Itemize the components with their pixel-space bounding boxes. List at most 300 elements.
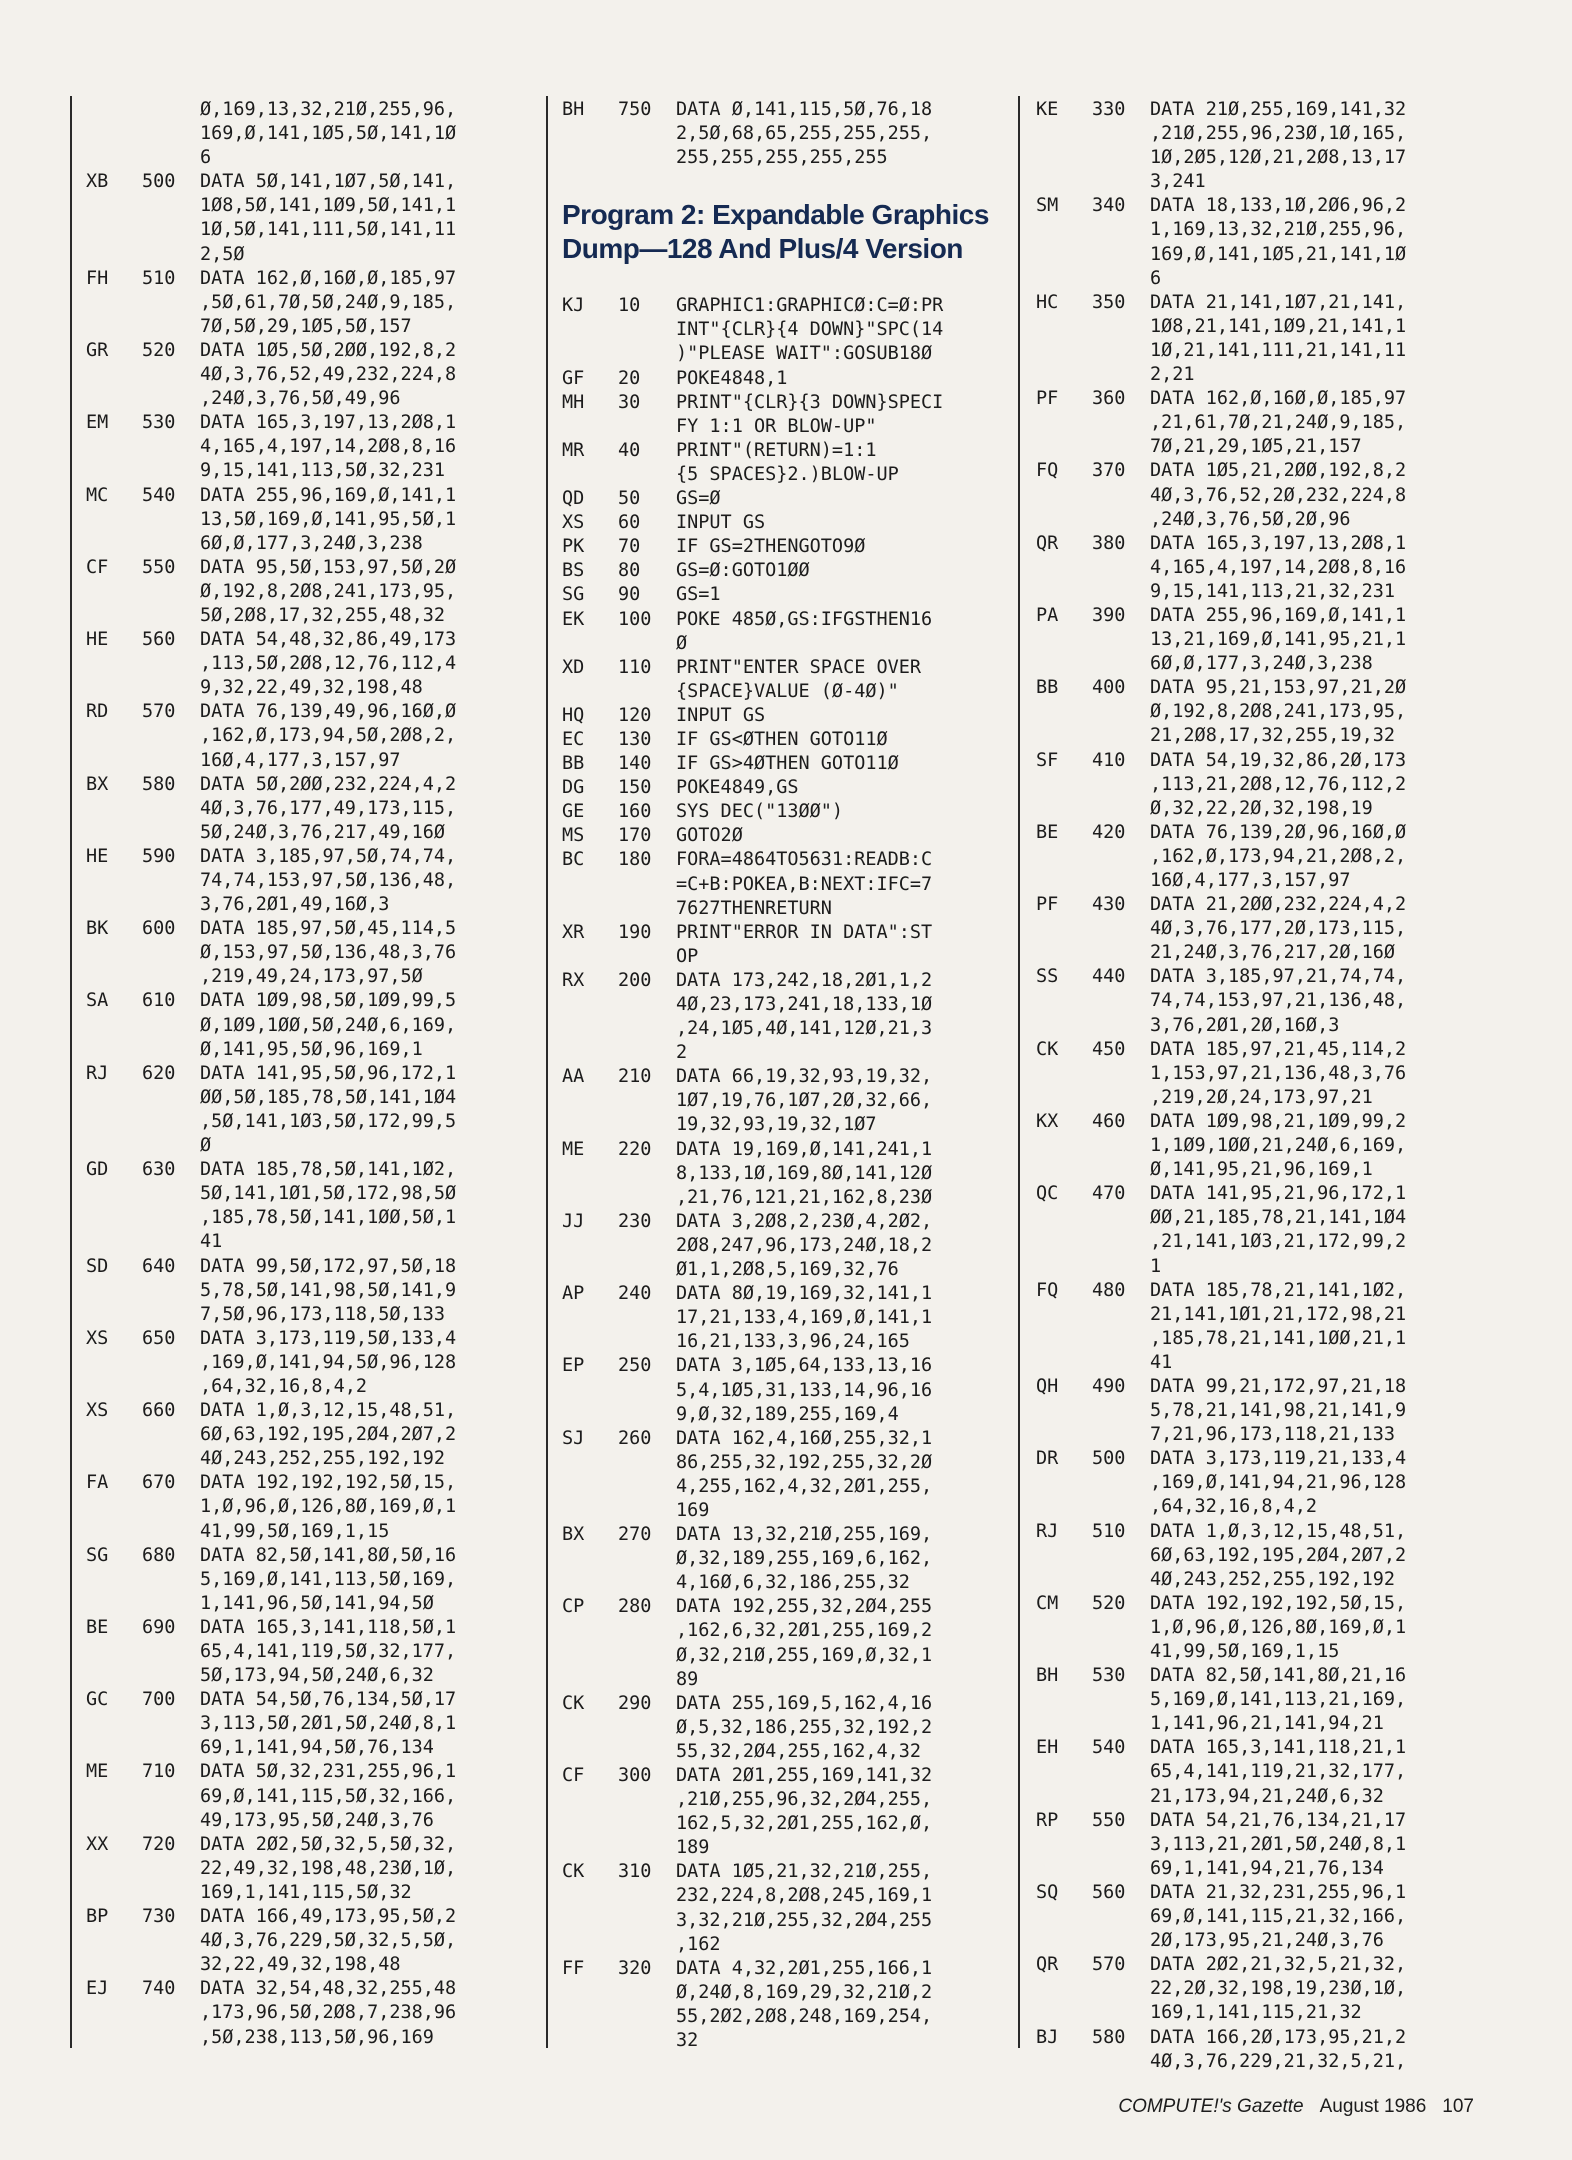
- checksum: [86, 1785, 142, 1809]
- code-text: 19,32,93,19,32,1Ø7: [676, 1114, 877, 1136]
- listing-line: [1036, 821, 1476, 845]
- line-number: 100: [618, 608, 652, 630]
- line-number: [1092, 1158, 1150, 1182]
- code-text: DATA 255,96,169,Ø,141,1: [1150, 604, 1407, 626]
- checksum: [1036, 1327, 1092, 1351]
- code-text: ,162,Ø,173,94,5Ø,2Ø8,2,: [200, 725, 457, 747]
- line-number: [1092, 363, 1150, 387]
- checksum: [562, 680, 618, 704]
- listing-line: [1036, 845, 1476, 869]
- code-text: 1Ø,21,141,111,21,141,11: [1150, 339, 1407, 361]
- code-text: 2Ø8,247,96,173,24Ø,18,2: [676, 1234, 933, 1256]
- line-number: [1092, 700, 1150, 724]
- listing-line: [86, 1544, 546, 1568]
- line-number: 370: [1092, 460, 1126, 482]
- line-number: [618, 342, 676, 366]
- line-number: 680: [142, 1544, 176, 1566]
- line-number: [142, 1423, 200, 1447]
- code-text: 1,141,96,5Ø,141,94,5Ø: [200, 1592, 434, 1614]
- checksum: AP: [562, 1283, 585, 1305]
- line-number: [1092, 1351, 1150, 1375]
- line-number: 580: [142, 773, 176, 795]
- checksum: BX: [562, 1524, 585, 1546]
- checksum: FQ: [1036, 460, 1059, 482]
- listing-line: [562, 583, 1012, 607]
- listing-line: [86, 411, 546, 435]
- checksum: BH: [562, 99, 585, 120]
- line-number: [618, 897, 676, 921]
- code-text: ,162,Ø,173,94,21,2Ø8,2,: [1150, 845, 1407, 867]
- checksum: [86, 1086, 142, 1110]
- listing-line: [562, 752, 1012, 776]
- line-number: [142, 2026, 200, 2050]
- checksum: [1036, 1833, 1092, 1857]
- listing-line: [562, 1234, 1012, 1258]
- code-text: ,5Ø,141,1Ø3,5Ø,172,99,5: [200, 1110, 457, 1132]
- code-text: Ø,32,21Ø,255,169,Ø,32,1: [676, 1644, 933, 1666]
- checksum: [562, 1258, 618, 1282]
- checksum: [86, 291, 142, 315]
- code-text: 86,255,32,192,255,32,2Ø: [676, 1451, 933, 1473]
- listing-line: [562, 1523, 1012, 1547]
- listing-line: [1036, 1399, 1476, 1423]
- listing-line: [86, 1182, 546, 1206]
- code-text: ,185,78,21,141,1ØØ,21,1: [1150, 1327, 1407, 1349]
- checksum: XD: [562, 656, 585, 678]
- code-text: 4Ø,3,76,229,5Ø,32,5,5Ø,: [200, 1930, 457, 1952]
- code-text: 16Ø,4,177,3,157,97: [200, 749, 401, 771]
- listing-line: [86, 1471, 546, 1495]
- listing-line: [562, 1017, 1012, 1041]
- checksum: [86, 508, 142, 532]
- listing-line: [562, 439, 1012, 463]
- code-text: ,24Ø,3,76,5Ø,2Ø,96: [1150, 508, 1351, 530]
- line-number: 400: [1092, 677, 1126, 699]
- listing-line: [562, 1354, 1012, 1378]
- line-number: [618, 463, 676, 487]
- line-number: 300: [618, 1765, 652, 1786]
- listing-line: [562, 1692, 1012, 1716]
- line-number: [1092, 411, 1150, 435]
- line-number: 710: [142, 1761, 176, 1783]
- listing-line: [562, 704, 1012, 728]
- checksum: [86, 580, 142, 604]
- code-text: 4Ø,243,252,255,192,192: [1150, 1568, 1396, 1590]
- line-number: [618, 1619, 676, 1643]
- checksum: [86, 869, 142, 893]
- line-number: [142, 1038, 200, 1062]
- line-number: [142, 1495, 200, 1519]
- line-number: [618, 1788, 676, 1812]
- listing-line: [86, 1303, 546, 1327]
- checksum: CF: [86, 556, 109, 578]
- line-number: [142, 2001, 200, 2025]
- listing-line: [86, 652, 546, 676]
- line-number: 110: [618, 656, 652, 678]
- line-number: [142, 1182, 200, 1206]
- checksum: [1036, 1857, 1092, 1881]
- checksum: [562, 1619, 618, 1643]
- line-number: [142, 941, 200, 965]
- checksum: [86, 363, 142, 387]
- checksum: [1036, 1688, 1092, 1712]
- line-number: 660: [142, 1400, 176, 1422]
- code-text: INPUT GS: [676, 704, 766, 726]
- line-number: [142, 122, 200, 146]
- checksum: [1036, 1471, 1092, 1495]
- code-text: 16,21,133,3,96,24,165: [676, 1331, 910, 1353]
- code-text: DATA 162,4,16Ø,255,32,1: [676, 1427, 933, 1449]
- code-text: DATA 5Ø,32,231,255,96,1: [200, 1761, 457, 1783]
- line-number: 430: [1092, 894, 1126, 916]
- code-text: ,21,76,121,21,162,8,23Ø: [676, 1186, 933, 1208]
- listing-line: [562, 511, 1012, 535]
- checksum: [562, 1306, 618, 1330]
- listing-column-1: [86, 98, 546, 2050]
- line-number: [1092, 869, 1150, 893]
- line-number: [142, 315, 200, 339]
- line-number: 310: [618, 1861, 652, 1883]
- listing-line: [86, 1760, 546, 1784]
- checksum: [1036, 797, 1092, 821]
- code-text: DATA 1Ø9,98,21,1Ø9,99,2: [1150, 1110, 1407, 1132]
- code-text: DATA 54,19,32,86,2Ø,173: [1150, 749, 1407, 771]
- checksum: [1036, 411, 1092, 435]
- checksum: [86, 1038, 142, 1062]
- code-text: DATA 82,5Ø,141,8Ø,5Ø,16: [200, 1544, 457, 1566]
- code-text: DATA 141,95,21,96,172,1: [1150, 1183, 1407, 1205]
- line-number: [618, 415, 676, 439]
- checksum: [86, 459, 142, 483]
- listing-line: [562, 1595, 1012, 1619]
- listing-line: [86, 1255, 546, 1279]
- footer-page-number: 107: [1442, 2096, 1474, 2117]
- checksum: KE: [1036, 99, 1059, 120]
- listing-line: [1036, 1592, 1476, 1616]
- code-text: 169,Ø,141,1Ø5,21,141,1Ø: [1150, 243, 1407, 265]
- checksum: XB: [86, 171, 109, 193]
- line-number: 240: [618, 1283, 652, 1305]
- checksum: [86, 1303, 142, 1327]
- code-text: 4Ø,3,76,229,21,32,5,21,: [1150, 2050, 1407, 2072]
- line-number: [618, 1379, 676, 1403]
- listing-line: [562, 632, 1012, 656]
- code-text: DATA 165,3,141,118,21,1: [1150, 1737, 1407, 1759]
- checksum: SM: [1036, 195, 1059, 217]
- listing-line: [86, 797, 546, 821]
- checksum: GF: [562, 367, 585, 389]
- code-text: 3,76,2Ø1,2Ø,16Ø,3: [1150, 1014, 1340, 1036]
- line-number: 10: [618, 295, 641, 317]
- code-text: DATA 54,21,76,134,21,17: [1150, 1809, 1407, 1831]
- code-text: DATA 166,2Ø,173,95,21,2: [1150, 2026, 1407, 2048]
- code-text: DATA 21,2ØØ,232,224,4,2: [1150, 894, 1407, 916]
- code-text: DATA 3,185,97,21,74,74,: [1150, 966, 1407, 988]
- line-number: [1092, 1833, 1150, 1857]
- listing-line: [86, 170, 546, 194]
- code-text: Ø,1Ø9,1ØØ,5Ø,24Ø,6,169,: [200, 1014, 457, 1036]
- line-number: [1092, 1544, 1150, 1568]
- line-number: [618, 1571, 676, 1595]
- checksum: [562, 1836, 618, 1860]
- line-number: 620: [142, 1062, 176, 1084]
- checksum: [1036, 122, 1092, 146]
- code-text: GS=Ø:GOTO1ØØ: [676, 560, 810, 582]
- checksum: [1036, 773, 1092, 797]
- code-text: {5 SPACES}2.)BLOW-UP: [676, 463, 899, 485]
- listing-line: [1036, 773, 1476, 797]
- checksum: [86, 749, 142, 773]
- checksum: [86, 315, 142, 339]
- checksum: [562, 342, 618, 366]
- listing-line: [562, 656, 1012, 680]
- line-number: [1092, 339, 1150, 363]
- listing-line: [86, 532, 546, 556]
- checksum: [86, 1953, 142, 1977]
- listing-line: [562, 1379, 1012, 1403]
- code-text: 32,22,49,32,198,48: [200, 1954, 401, 1976]
- line-number: [618, 945, 676, 969]
- code-text: Ø,32,22,2Ø,32,198,19: [1150, 797, 1373, 819]
- code-text: ,169,Ø,141,94,5Ø,96,128: [200, 1351, 457, 1373]
- listing-line: [562, 1668, 1012, 1692]
- code-text: DATA 165,3,141,118,5Ø,1: [200, 1616, 457, 1638]
- code-text: 89: [676, 1668, 699, 1690]
- line-number: 70: [618, 536, 641, 558]
- code-text: POKE4848,1: [676, 367, 788, 389]
- footer-issue: August 1986: [1319, 2096, 1427, 2117]
- checksum: [1036, 339, 1092, 363]
- code-text: DATA 54,48,32,86,49,173: [200, 629, 457, 651]
- line-number: 480: [1092, 1279, 1126, 1301]
- listing-line: [1036, 893, 1476, 917]
- listing-line: [86, 700, 546, 724]
- listing-line: [1036, 1182, 1476, 1206]
- line-number: [618, 1089, 676, 1113]
- code-text: ,24,1Ø5,4Ø,141,12Ø,21,3: [676, 1018, 933, 1040]
- code-text: 74,74,153,97,5Ø,136,48,: [200, 870, 457, 891]
- listing-line: [86, 1736, 546, 1760]
- line-number: 420: [1092, 821, 1126, 843]
- line-number: 600: [142, 918, 176, 940]
- listing-line: [562, 1306, 1012, 1330]
- code-text: Ø,141,95,5Ø,96,169,1: [200, 1038, 423, 1060]
- listing-line: [1036, 1664, 1476, 1688]
- line-number: 550: [142, 556, 176, 578]
- line-number: 390: [1092, 604, 1126, 626]
- listing-line: [562, 1089, 1012, 1113]
- line-number: [1092, 315, 1150, 339]
- line-number: [618, 1451, 676, 1475]
- listing-line: [86, 1881, 546, 1905]
- code-text: DATA 162,Ø,16Ø,Ø,185,97: [200, 267, 457, 289]
- code-text: 55,2Ø2,2Ø8,248,169,254,: [676, 2005, 933, 2027]
- listing-line: [562, 1547, 1012, 1571]
- line-number: [618, 1162, 676, 1186]
- listing-line: [1036, 459, 1476, 483]
- checksum: [86, 1857, 142, 1881]
- line-number: [1092, 484, 1150, 508]
- listing-line: [86, 869, 546, 893]
- checksum: SD: [86, 1255, 109, 1277]
- code-text: DATA 2Ø1,255,169,141,32: [676, 1765, 933, 1786]
- listing-line: [1036, 1206, 1476, 1230]
- checksum: [86, 1592, 142, 1616]
- listing-line: [1036, 1520, 1476, 1544]
- checksum: [1036, 580, 1092, 604]
- line-number: [618, 1668, 676, 1692]
- listing-line: [1036, 676, 1476, 700]
- line-number: [1092, 218, 1150, 242]
- line-number: [1092, 797, 1150, 821]
- code-text: 69,1,141,94,21,76,134: [1150, 1857, 1384, 1879]
- listing-line: [562, 1571, 1012, 1595]
- checksum: GE: [562, 801, 585, 823]
- checksum: [86, 532, 142, 556]
- code-text: INPUT GS: [676, 512, 766, 534]
- listing-line: [1036, 1086, 1476, 1110]
- line-number: [618, 632, 676, 656]
- code-text: DATA 192,255,32,2Ø4,255: [676, 1596, 933, 1618]
- line-number: [618, 1330, 676, 1354]
- listing-line: [86, 1158, 546, 1182]
- line-number: 190: [618, 921, 652, 943]
- code-text: ,113,21,2Ø8,12,76,112,2: [1150, 773, 1407, 795]
- listing-line: [1036, 604, 1476, 628]
- code-text: 1: [1150, 1255, 1162, 1277]
- checksum: [1036, 1760, 1092, 1784]
- code-text: DATA 255,169,5,162,4,16: [676, 1692, 933, 1714]
- line-number: [142, 1230, 200, 1254]
- checksum: [86, 1809, 142, 1833]
- code-text: DATA 165,3,197,13,2Ø8,1: [1150, 532, 1407, 554]
- checksum: [86, 98, 142, 122]
- listing-line: [1036, 1857, 1476, 1881]
- checksum: [86, 1423, 142, 1447]
- checksum: [562, 318, 618, 342]
- checksum: [1036, 845, 1092, 869]
- code-text: FY 1:1 OR BLOW-UP": [676, 415, 877, 437]
- line-number: 130: [618, 728, 652, 750]
- checksum: GD: [86, 1159, 109, 1181]
- code-text: 9,Ø,32,189,255,169,4: [676, 1403, 899, 1425]
- code-text: ,21,61,7Ø,21,24Ø,9,185,: [1150, 412, 1407, 434]
- checksum: SQ: [1036, 1881, 1059, 1903]
- checksum: [1036, 917, 1092, 941]
- code-text: ,64,32,16,8,4,2: [1150, 1496, 1318, 1518]
- listing-line: [86, 917, 546, 941]
- line-number: [1092, 1423, 1150, 1447]
- code-text: 41: [200, 1231, 223, 1253]
- listing-line: [86, 508, 546, 532]
- code-text: ,24Ø,3,76,5Ø,49,96: [200, 388, 401, 410]
- checksum: [1036, 652, 1092, 676]
- line-number: [1092, 1760, 1150, 1784]
- line-number: [1092, 1206, 1150, 1230]
- line-number: [618, 2005, 676, 2029]
- checksum: QH: [1036, 1375, 1059, 1397]
- code-text: DATA 76,139,2Ø,96,16Ø,Ø: [1150, 821, 1407, 843]
- checksum: QD: [562, 488, 585, 510]
- checksum: EM: [86, 412, 109, 434]
- checksum: [1036, 700, 1092, 724]
- listing-line: [1036, 1977, 1476, 2001]
- checksum: MR: [562, 439, 585, 461]
- line-number: 350: [1092, 291, 1126, 313]
- checksum: [1036, 315, 1092, 339]
- line-number: 590: [142, 845, 176, 867]
- checksum: PA: [1036, 604, 1059, 626]
- listing-line: [86, 965, 546, 989]
- line-number: [1092, 243, 1150, 267]
- checksum: RJ: [86, 1062, 109, 1084]
- listing-line: [86, 749, 546, 773]
- code-text: Ø: [200, 1135, 212, 1157]
- line-number: [618, 1836, 676, 1860]
- line-number: [1092, 170, 1150, 194]
- checksum: [86, 652, 142, 676]
- line-number: [1092, 845, 1150, 869]
- code-text: )"PLEASE WAIT":GOSUB18Ø: [676, 343, 933, 365]
- code-text: DATA 66,19,32,93,19,32,: [676, 1066, 933, 1088]
- code-text: 1,141,96,21,141,94,21: [1150, 1713, 1384, 1735]
- listing-line: [562, 463, 1012, 487]
- checksum: BB: [562, 753, 585, 775]
- line-number: 700: [142, 1689, 176, 1711]
- listing-line: [562, 608, 1012, 632]
- checksum: FF: [562, 1957, 585, 1979]
- line-number: 160: [618, 801, 652, 823]
- checksum: [86, 797, 142, 821]
- code-text: 21,2Ø8,17,32,255,19,32: [1150, 725, 1396, 747]
- checksum: [1036, 1929, 1092, 1953]
- checksum: SS: [1036, 966, 1059, 988]
- code-text: 69,Ø,141,115,5Ø,32,166,: [200, 1785, 457, 1807]
- code-text: 69,1,141,94,5Ø,76,134: [200, 1737, 434, 1759]
- page-footer: [1118, 2096, 1474, 2118]
- listing-line: [562, 1957, 1012, 1981]
- code-text: PRINT"ERROR IN DATA":ST: [676, 921, 933, 943]
- line-number: [142, 821, 200, 845]
- line-number: [618, 1884, 676, 1908]
- code-text: 9,15,141,113,21,32,231: [1150, 580, 1396, 602]
- line-number: 270: [618, 1524, 652, 1546]
- listing-line: [562, 146, 1012, 170]
- checksum: [562, 1089, 618, 1113]
- listing-line: [562, 1812, 1012, 1836]
- listing-line: [1036, 1616, 1476, 1640]
- listing-line: [562, 122, 1012, 146]
- listing-line: [1036, 1568, 1476, 1592]
- checksum: HQ: [562, 704, 585, 726]
- code-text: 9,32,22,49,32,198,48: [200, 677, 423, 699]
- checksum: SG: [86, 1544, 109, 1566]
- code-text: DATA 141,95,5Ø,96,172,1: [200, 1062, 457, 1084]
- line-number: [142, 218, 200, 242]
- checksum: [86, 218, 142, 242]
- line-number: [1092, 773, 1150, 797]
- checksum: [1036, 1014, 1092, 1038]
- listing-line: [86, 1062, 546, 1086]
- listing-line: [86, 724, 546, 748]
- checksum: [1036, 1568, 1092, 1592]
- code-text: 1,Ø,96,Ø,126,8Ø,169,Ø,1: [200, 1496, 457, 1518]
- code-text: 5Ø,2Ø8,17,32,255,48,32: [200, 604, 446, 626]
- listing-line: [1036, 1303, 1476, 1327]
- code-text: 1,169,13,32,21Ø,255,96,: [1150, 219, 1407, 241]
- checksum: [1036, 1977, 1092, 2001]
- line-number: [142, 1086, 200, 1110]
